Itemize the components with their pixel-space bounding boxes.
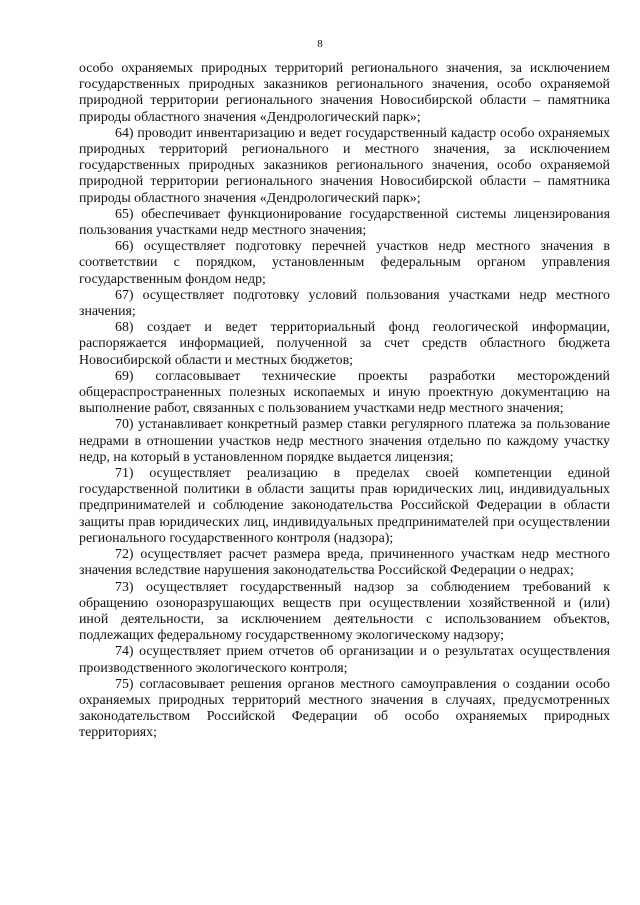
page-number: 8 — [317, 38, 323, 50]
paragraph-item-72: 72) осуществляет расчет размера вреда, причиненного участкам недр местного значения вследствие нарушения законодательства Российской Федерации о недрах; — [79, 547, 610, 579]
paragraph-item-71: 71) осуществляет реализацию в пределах своей компетенции единой государственной политики в области защиты прав юридических лиц, индивидуальных предпринимателей и соблюдение законодательства Российской Федерации в области защиты прав юридических лиц, индивидуальных предпринимателей при осуществлении регионального государственного контроля (надзора); — [79, 466, 610, 546]
paragraph-continuation: особо охраняемых природных территорий регионального значения, за исключением государственных природных заказников регионального значения, особо охраняемой природной территории регионального значения Новосибирской области – памятника природы областного значения «Дендрологический парк»; — [79, 61, 610, 125]
paragraph-item-64: 64) проводит инвентаризацию и ведет государственный кадастр особо охраняемых природных территорий регионального и местного значения, за исключением государственных природных заказников регионального значения, особо охраняемой природной территории регионального значения Новосибирской области – памятника природы областного значения «Дендрологический парк»; — [79, 125, 610, 206]
paragraph-item-69: 69) согласовывает технические проекты разработки месторождений общераспространенных полезных ископаемых и иную проектную документацию на выполнение работ, связанных с пользованием участками недр местного значения; — [79, 368, 610, 417]
paragraph-item-70: 70) устанавливает конкретный размер ставки регулярного платежа за пользование недрами в отношении участков недр местного значения отдельно по каждому участку недр, на который в установленном порядке выдается лицензия; — [79, 417, 610, 465]
document-body — [79, 61, 610, 742]
paragraph-item-65: 65) обеспечивает функционирование государственной системы лицензирования пользования участками недр местного значения; — [79, 206, 610, 239]
paragraph-item-73: 73) осуществляет государственный надзор за соблюдением требований к обращению озоноразрушающих веществ при осуществлении хозяйственной и (или) иной деятельности, за исключением деятельности с использованием объектов, подлежащих федеральному государственному экологическому надзору; — [79, 579, 610, 644]
paragraph-item-67: 67) осуществляет подготовку условий пользования участками недр местного значения; — [79, 287, 610, 320]
paragraph-item-74: 74) осуществляет прием отчетов об организации и о результатах осуществления производственного экологического контроля; — [79, 644, 610, 676]
paragraph-item-68: 68) создает и ведет территориальный фонд геологической информации, распоряжается информацией, полученной за счет средств областного бюджета Новосибирской области и местных бюджетов; — [79, 320, 610, 368]
paragraph-item-75: 75) согласовывает решения органов местного самоуправления о создании особо охраняемых природных территорий местного значения в случаях, предусмотренных законодательством Российской Федерации об особо охраняемых природных территориях; — [79, 676, 610, 741]
paragraph-item-66: 66) осуществляет подготовку перечней участков недр местного значения в соответствии с порядком, установленным федеральным органом управления государственным фондом недр; — [79, 239, 610, 287]
